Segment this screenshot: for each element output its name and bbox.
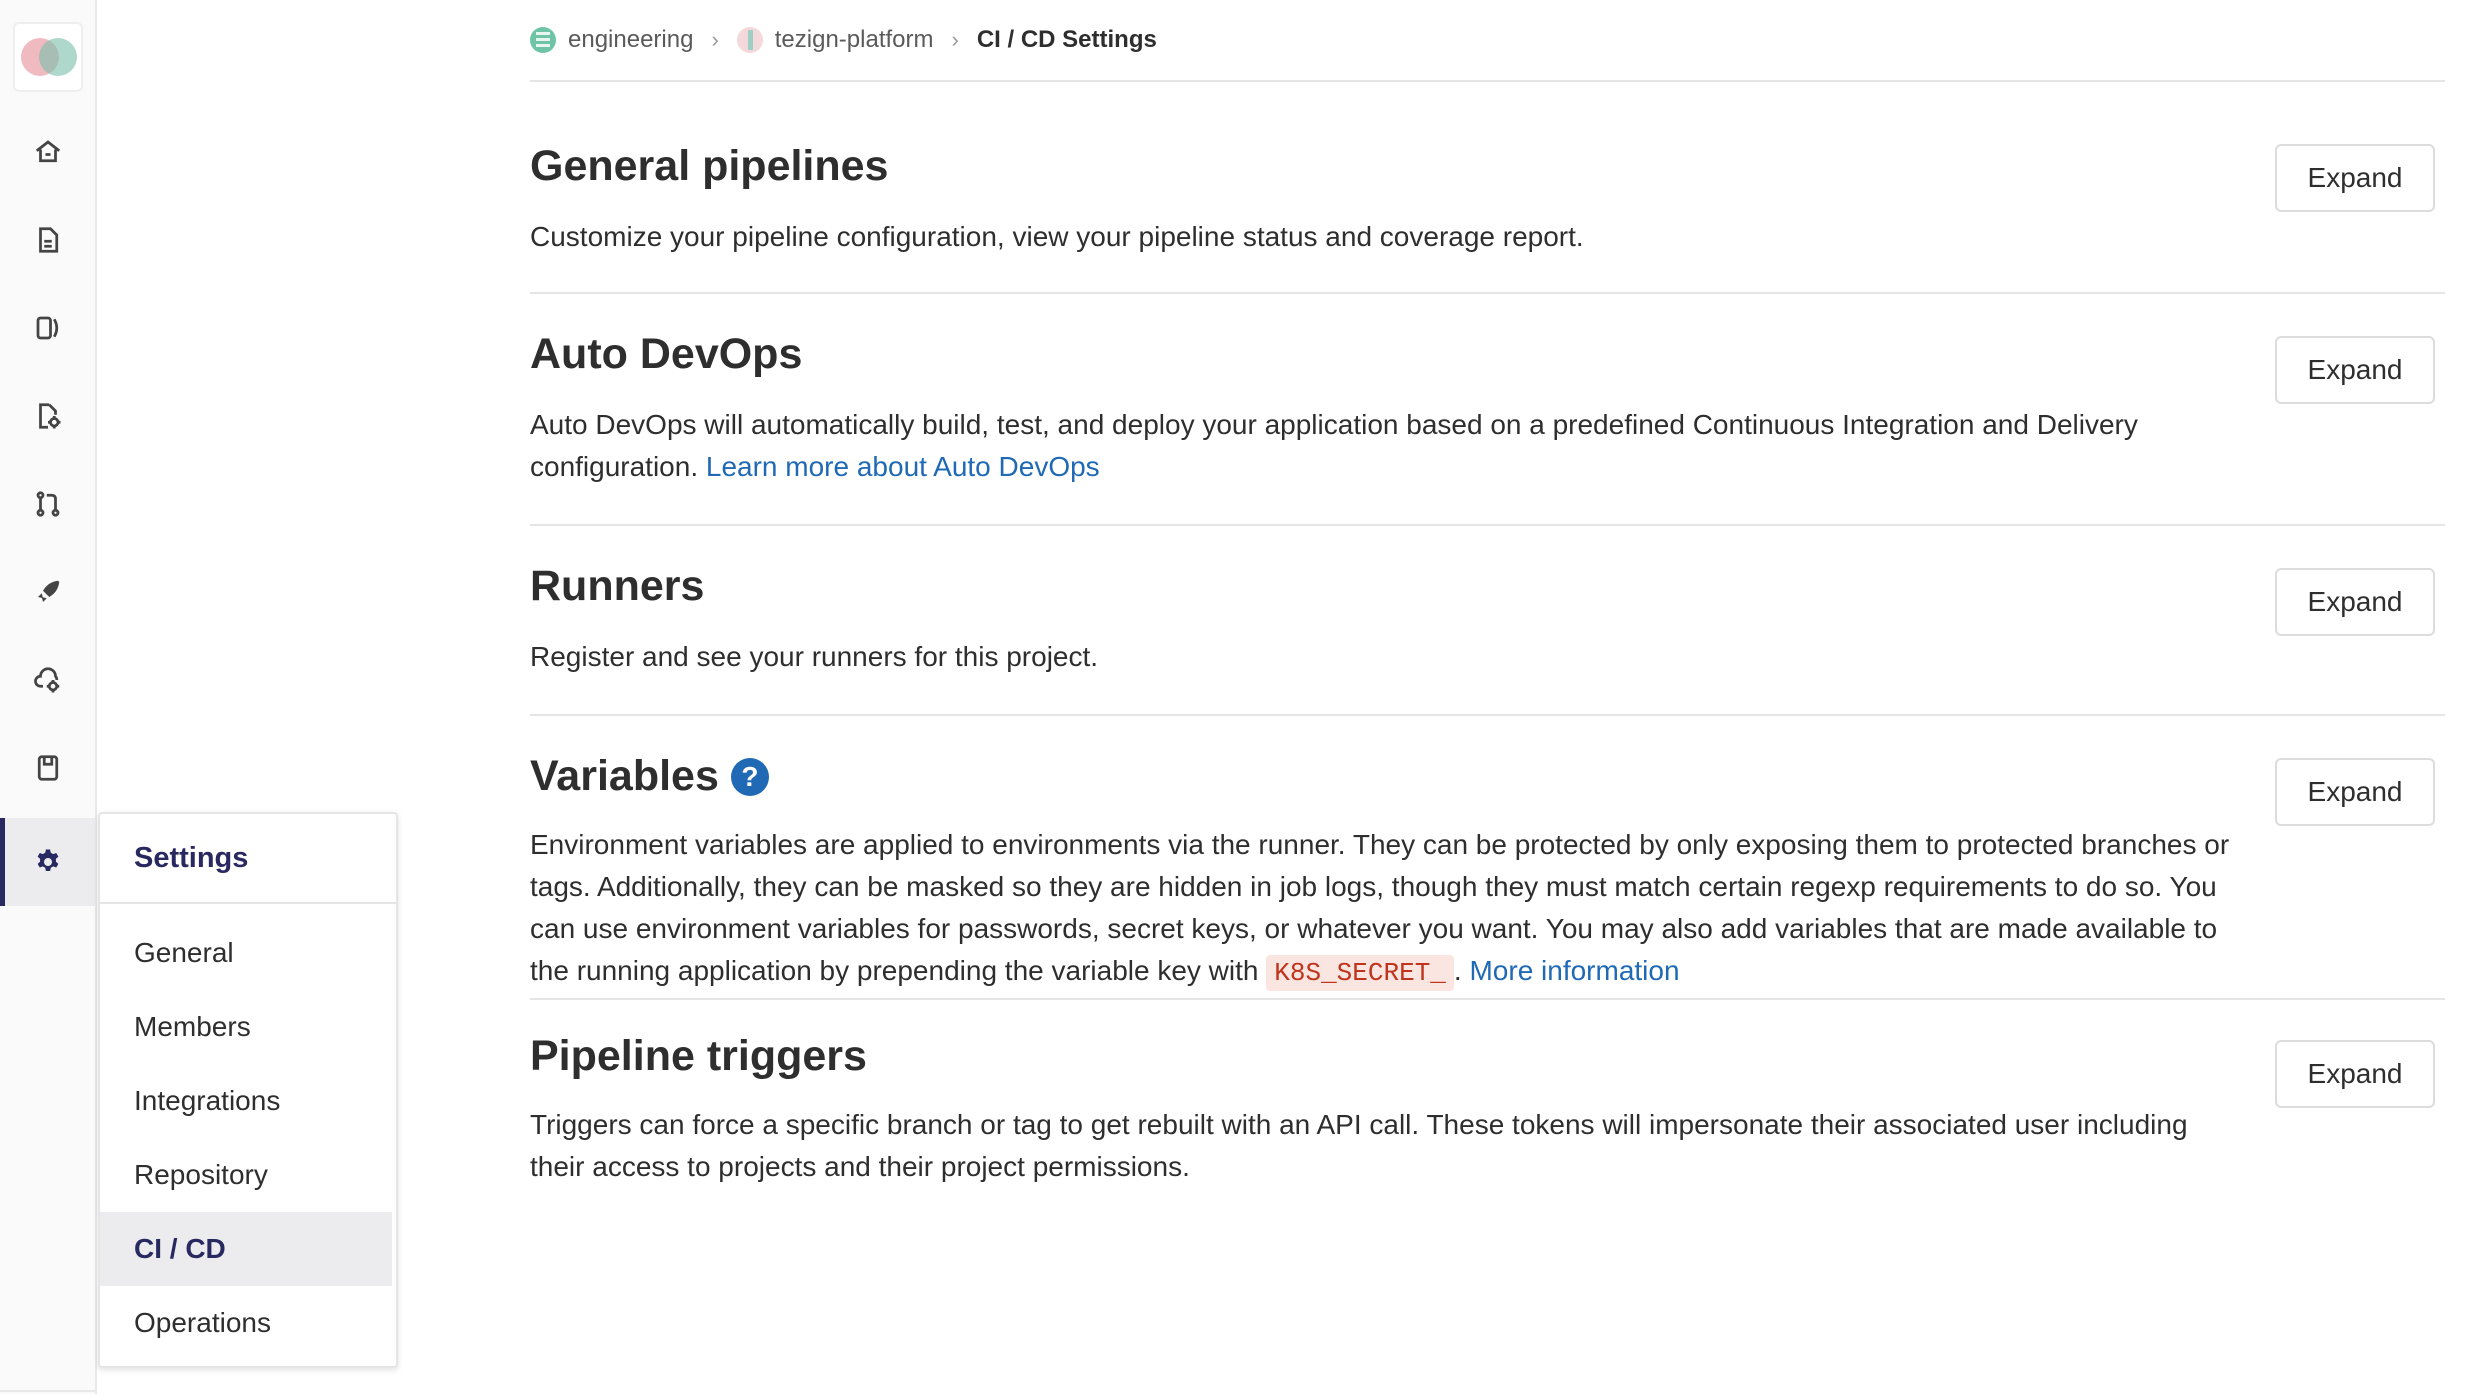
section-auto-devops <box>530 294 2445 526</box>
section-description: Customize your pipeline configuration, view your pipeline status and coverage report. <box>530 221 1584 252</box>
chevron-right-icon: › <box>951 27 959 52</box>
sidebar-item-cicd[interactable] <box>0 548 95 636</box>
sidebar-item-repository-files[interactable] <box>0 196 95 284</box>
section-general-pipelines <box>530 82 2445 294</box>
breadcrumb <box>530 0 2445 82</box>
flyout-item-members[interactable]: Members <box>134 1011 251 1042</box>
section-title: Runners <box>530 562 705 610</box>
chevron-right-icon: › <box>711 27 719 52</box>
learn-more-auto-devops-link[interactable]: Learn more about Auto DevOps <box>705 451 1100 482</box>
section-title-text: Variables <box>530 752 719 800</box>
sidebar-item-project[interactable] <box>0 108 95 196</box>
flyout-item-list <box>100 904 396 1360</box>
description-text: Auto DevOps will automatically build, test, and deploy your application based on a predefined Continuous Integration and Delivery configuration. <box>530 409 2138 482</box>
sidebar-item-snippets[interactable] <box>0 724 95 812</box>
section-description: Triggers can force a specific branch or tag to get rebuilt with an API call. These tokens will impersonate their associated user including their access to projects and their project permissions. <box>530 1109 2188 1182</box>
expand-button-pipeline-triggers[interactable]: Expand <box>2275 1040 2435 1108</box>
section-variables <box>530 716 2445 1000</box>
flyout-item-cicd[interactable]: CI / CD <box>100 1212 392 1286</box>
main-content <box>530 0 2445 1220</box>
section-title <box>530 752 769 801</box>
merge-request-icon <box>33 489 63 519</box>
snippets-icon <box>33 753 63 783</box>
sidebar-item-settings[interactable] <box>0 818 95 906</box>
expand-button-general-pipelines[interactable]: Expand <box>2275 144 2435 212</box>
section-title: Auto DevOps <box>530 330 803 378</box>
settings-gear-icon <box>33 847 63 877</box>
section-runners <box>530 526 2445 716</box>
operations-icon <box>33 665 63 695</box>
sidebar-item-operations[interactable] <box>0 636 95 724</box>
expand-button-variables[interactable]: Expand <box>2275 758 2435 826</box>
project-avatar-icon <box>737 27 763 53</box>
section-title: Pipeline triggers <box>530 1032 867 1080</box>
section-description <box>530 824 2230 994</box>
expand-button-runners[interactable]: Expand <box>2275 568 2435 636</box>
sidebar-bottom-divider <box>0 1390 97 1392</box>
section-description <box>530 404 2230 488</box>
group-avatar-icon <box>530 27 556 53</box>
description-text: Environment variables are applied to environments via the runner. They can be protected by only exposing them to protected branches or tags. Additionally, they can be masked so they are hidden in job logs, though they must match certain regexp requirements to do so. You can use environment variables for passwords, secret keys, or whatever you want. You may also add variables that are made available to the running application by prepending the variable key with <box>530 829 2230 986</box>
sidebar-item-issues[interactable] <box>0 284 95 372</box>
help-icon[interactable]: ? <box>731 758 769 796</box>
project-avatar[interactable] <box>13 22 83 92</box>
more-information-link[interactable]: More information <box>1469 955 1680 986</box>
flyout-item-integrations[interactable]: Integrations <box>134 1085 281 1116</box>
rocket-icon <box>33 577 63 607</box>
overview-icon <box>33 225 63 255</box>
expand-button-auto-devops[interactable]: Expand <box>2275 336 2435 404</box>
issues-settings-icon <box>33 401 63 431</box>
sidebar-item-merge-requests[interactable] <box>0 460 95 548</box>
home-icon <box>33 137 63 167</box>
flyout-title[interactable]: Settings <box>100 814 396 904</box>
breadcrumb-project-link[interactable]: tezign-platform <box>774 26 934 53</box>
icon-sidebar <box>0 0 97 1394</box>
flyout-item-general[interactable]: General <box>134 937 234 968</box>
sidebar-item-wiki[interactable] <box>0 372 95 460</box>
breadcrumb-current[interactable]: CI / CD Settings <box>976 26 1157 53</box>
avatar-circle-right <box>39 38 77 76</box>
flyout-item-repository[interactable]: Repository <box>134 1159 268 1190</box>
section-title: General pipelines <box>530 142 889 190</box>
repository-icon <box>33 313 63 343</box>
section-description: Register and see your runners for this project. <box>530 641 1099 672</box>
breadcrumb-group-link[interactable]: engineering <box>568 26 694 53</box>
variable-prefix-code: K8S_SECRET_ <box>1266 955 1454 991</box>
section-pipeline-triggers <box>530 1000 2445 1220</box>
flyout-item-operations[interactable]: Operations <box>134 1307 271 1338</box>
settings-flyout-menu <box>98 812 398 1368</box>
description-period: . <box>1453 955 1462 986</box>
